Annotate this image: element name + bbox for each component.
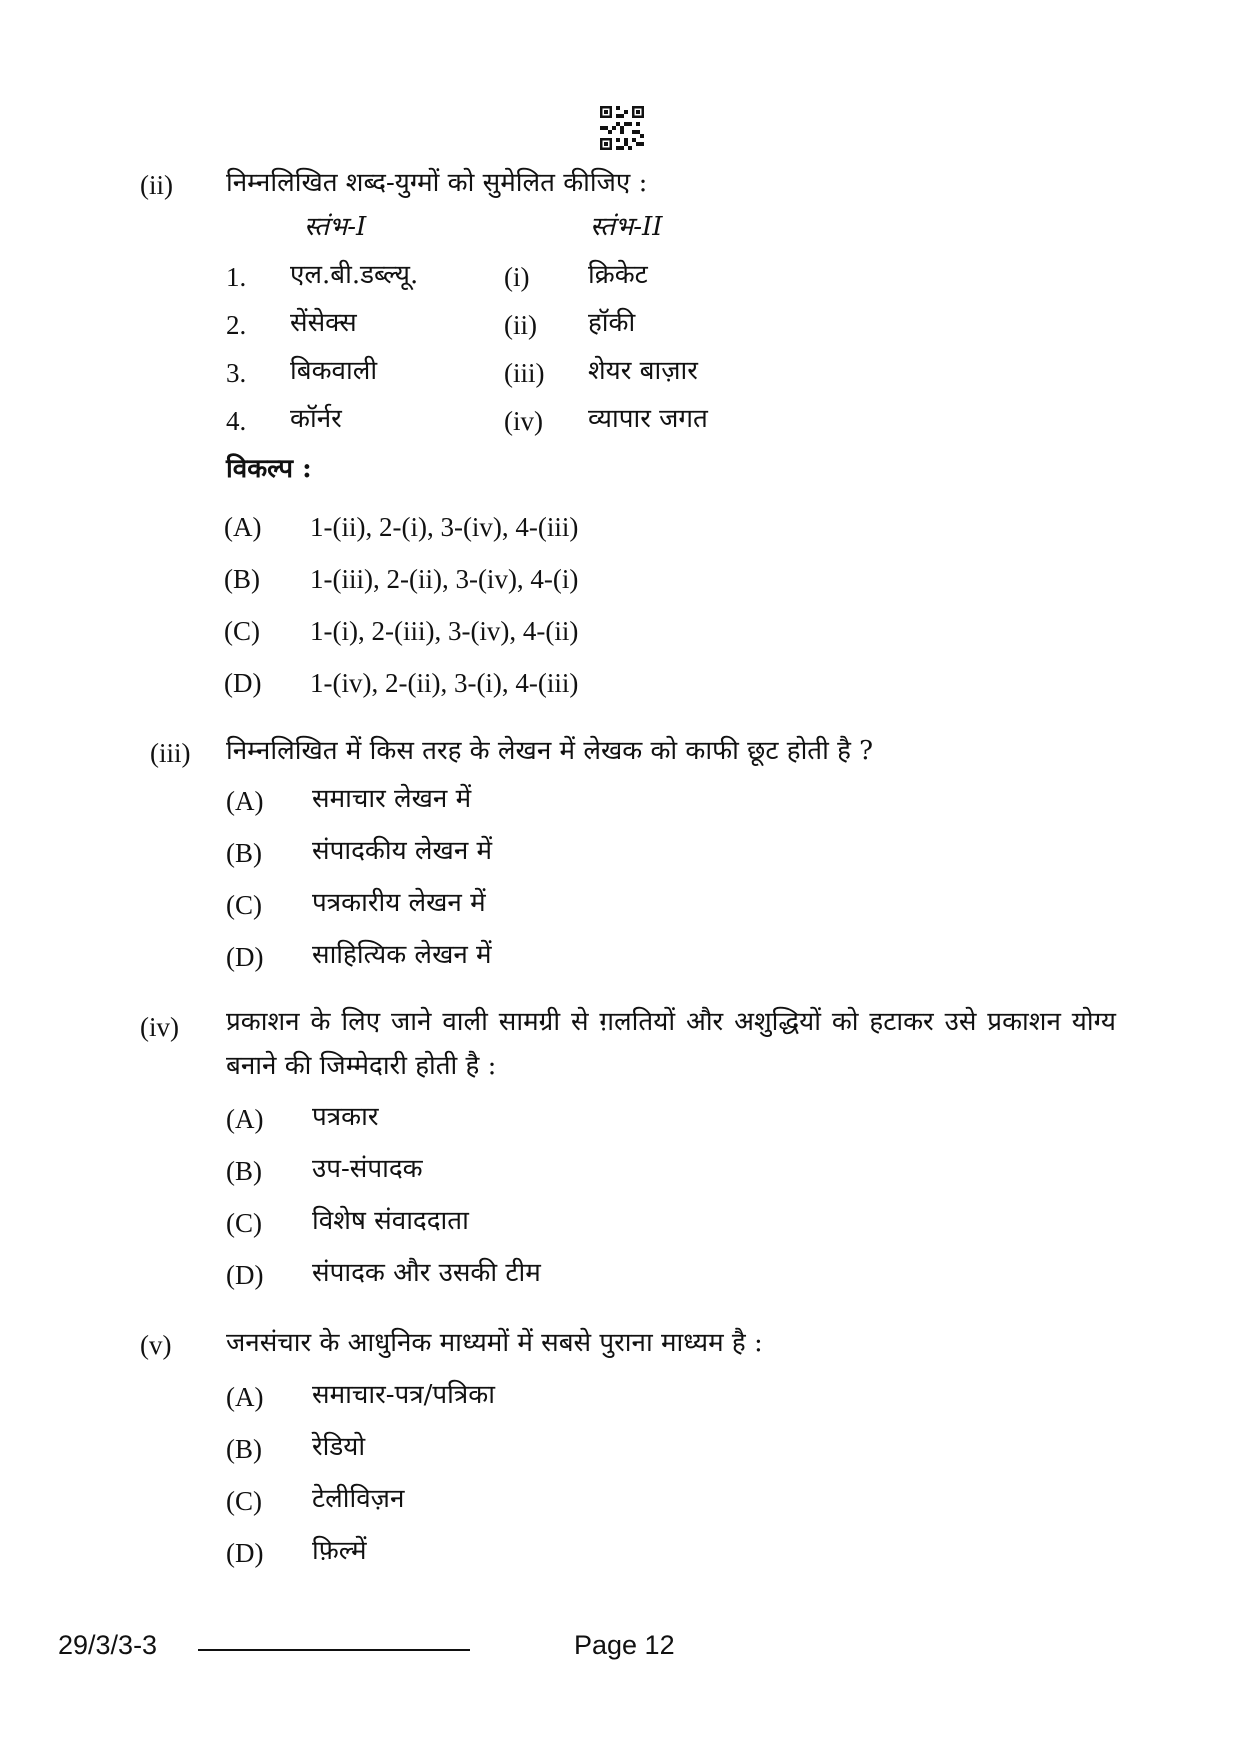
option-text: पत्रकारीय लेखन में [312,888,486,918]
column-2-heading: स्तंभ-II [590,212,663,242]
option-text: टेलीविज़न [312,1484,405,1514]
option-label: (B) [226,1156,262,1186]
option-label: (C) [224,616,260,646]
option-text: विशेष संवाददाता [312,1206,469,1236]
option-text: फ़िल्में [312,1536,367,1566]
option-text: रेडियो [312,1432,366,1462]
match-left-item: बिकवाली [290,356,378,386]
question-number-iii: (iii) [150,738,191,768]
column-1-heading: स्तंभ-I [304,212,367,242]
option-label: (B) [226,838,262,868]
option-label: (B) [226,1434,262,1464]
page-number: Page 12 [574,1630,675,1660]
option-label: (A) [224,512,262,542]
option-text: संपादक और उसकी टीम [312,1258,541,1288]
match-row-number: 1. [226,262,247,292]
footer-rule [198,1649,470,1651]
match-right-number: (ii) [504,310,537,340]
option-text: 1-(ii), 2-(i), 3-(iv), 4-(iii) [310,512,579,542]
question-number-v: (v) [140,1330,172,1360]
question-iii-prompt: निम्नलिखित में किस तरह के लेखन में लेखक को काफी छूट होती है ? [226,736,874,766]
match-row-number: 3. [226,358,247,388]
match-right-item: शेयर बाज़ार [588,356,698,386]
option-text: समाचार लेखन में [312,784,472,814]
option-label: (A) [226,1104,264,1134]
match-right-item: व्यापार जगत [588,404,708,434]
option-text: उप-संपादक [312,1154,423,1184]
option-text: 1-(iv), 2-(ii), 3-(i), 4-(iii) [310,668,579,698]
option-text: संपादकीय लेखन में [312,836,493,866]
question-number-iv: (iv) [140,1012,179,1042]
match-right-item: क्रिकेट [588,260,648,290]
option-label: (B) [224,564,260,594]
option-text: 1-(i), 2-(iii), 3-(iv), 4-(ii) [310,616,579,646]
option-label: (A) [226,786,264,816]
question-ii-prompt: निम्नलिखित शब्द-युग्मों को सुमेलित कीजिए : [226,168,648,198]
option-text: 1-(iii), 2-(ii), 3-(iv), 4-(i) [310,564,579,594]
match-right-number: (i) [504,262,530,292]
question-iv-prompt: प्रकाशन के लिए जाने वाली सामग्री से ग़लतियों और अशुद्धियों को हटाकर उसे प्रकाशन योग्य बनाने की जिम्मेदारी होती है : [226,1007,1116,1081]
option-label: (D) [226,1260,264,1290]
option-label: (D) [226,942,264,972]
match-left-item: एल.बी.डब्ल्यू. [290,260,419,290]
option-text: साहित्यिक लेखन में [312,940,492,970]
match-right-number: (iv) [504,406,543,436]
question-v-prompt: जनसंचार के आधुनिक माध्यमों में सबसे पुराना माध्यम है : [226,1328,763,1358]
option-label: (C) [226,1208,262,1238]
qr-code [600,106,644,150]
match-row-number: 2. [226,310,247,340]
paper-code: 29/3/3-3 [58,1630,158,1660]
option-label: (C) [226,890,262,920]
option-label: (D) [224,668,262,698]
option-text: समाचार-पत्र/पत्रिका [312,1380,495,1410]
option-label: (A) [226,1382,264,1412]
match-right-item: हॉकी [588,308,636,338]
options-heading: विकल्प : [226,454,312,484]
option-label: (C) [226,1486,262,1516]
match-left-item: सेंसेक्स [290,308,357,338]
option-text: पत्रकार [312,1102,379,1132]
match-row-number: 4. [226,406,247,436]
question-number-ii: (ii) [140,170,173,200]
match-right-number: (iii) [504,358,545,388]
match-left-item: कॉर्नर [290,404,342,434]
option-label: (D) [226,1538,264,1568]
